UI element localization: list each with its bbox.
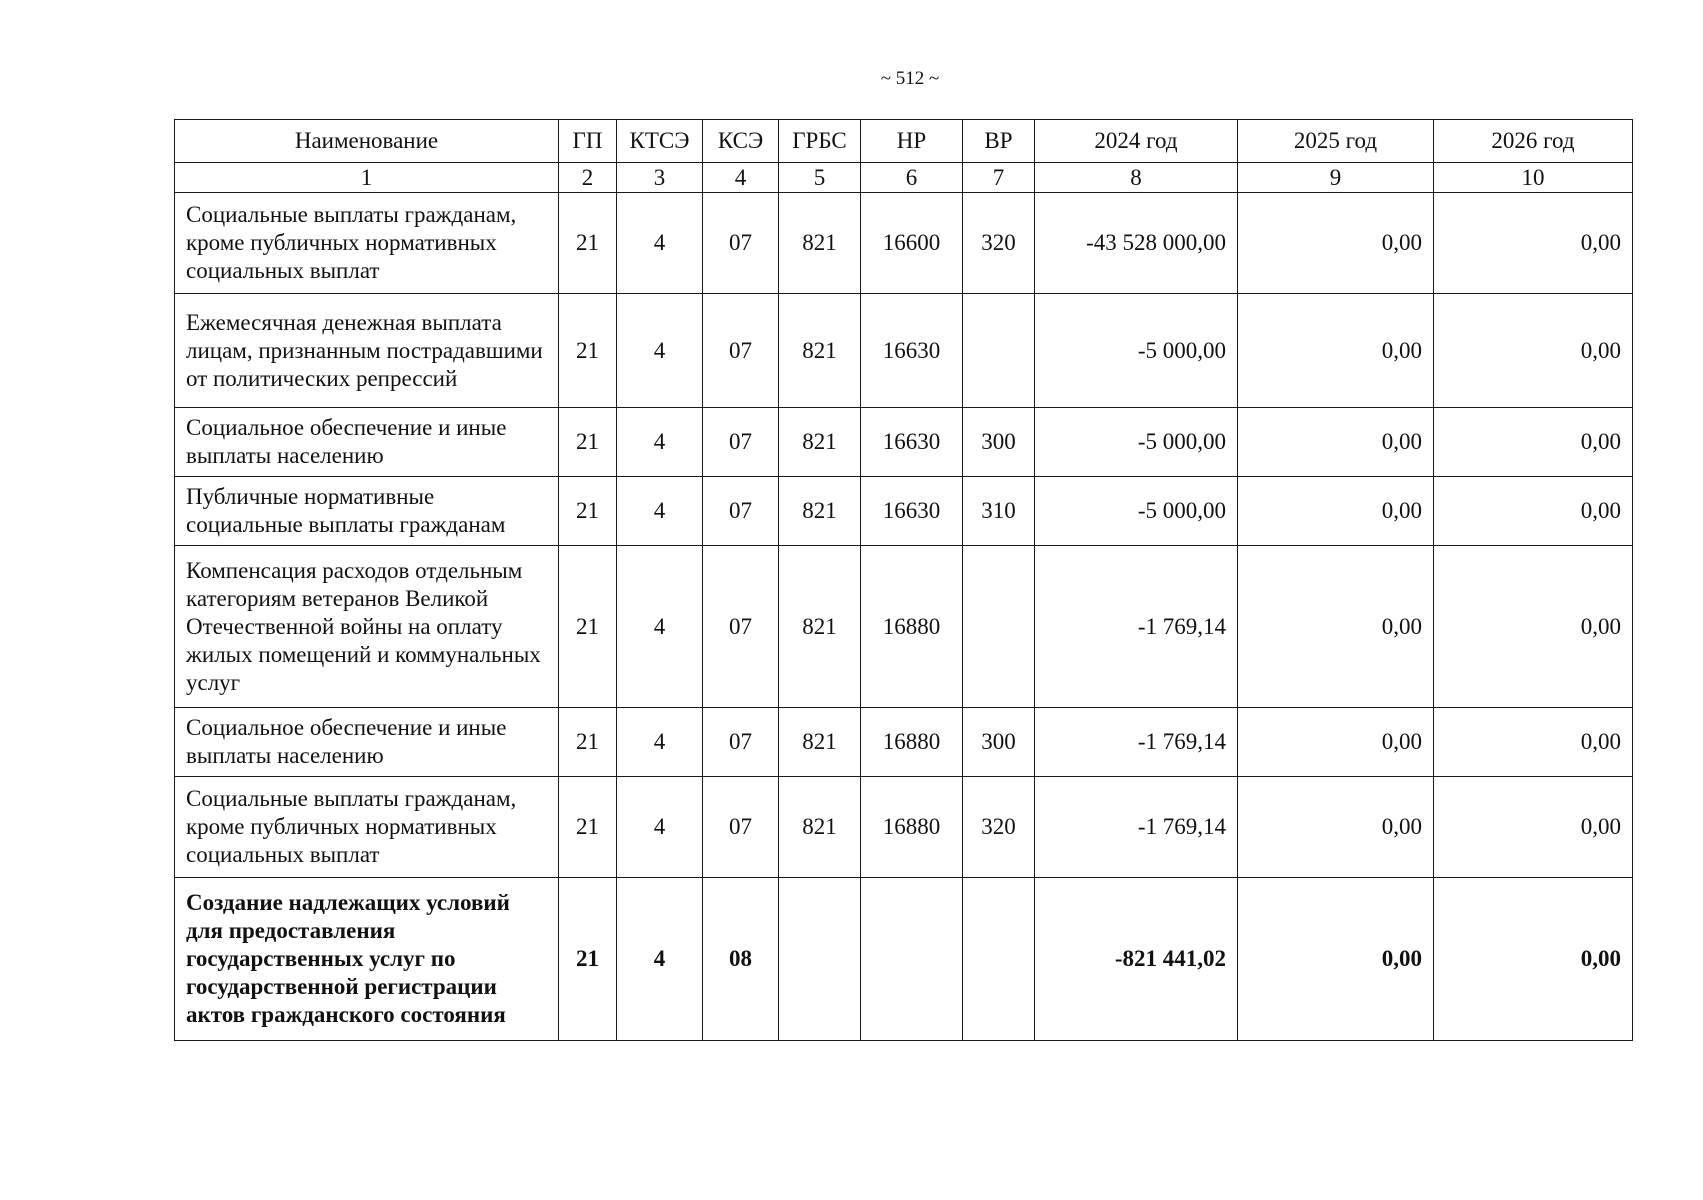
row-nr: 16880 — [861, 777, 963, 878]
row-vr: 300 — [963, 708, 1035, 777]
row-ktse: 4 — [617, 777, 703, 878]
row-2024: -821 441,02 — [1035, 878, 1238, 1041]
row-kse: 07 — [703, 777, 779, 878]
row-2024: -1 769,14 — [1035, 546, 1238, 708]
header-2025: 2025 год — [1238, 120, 1434, 163]
row-ktse: 4 — [617, 546, 703, 708]
column-number: 1 — [175, 163, 559, 193]
row-vr: 300 — [963, 408, 1035, 477]
table-row — [175, 477, 1633, 546]
row-2025: 0,00 — [1238, 708, 1434, 777]
table-row — [175, 777, 1633, 878]
row-grbs: 821 — [779, 777, 861, 878]
row-ktse: 4 — [617, 878, 703, 1041]
row-ktse: 4 — [617, 708, 703, 777]
column-number: 10 — [1434, 163, 1633, 193]
row-vr — [963, 546, 1035, 708]
row-vr: 320 — [963, 777, 1035, 878]
column-number: 8 — [1035, 163, 1238, 193]
header-name: Наименование — [175, 120, 559, 163]
row-2024: -1 769,14 — [1035, 708, 1238, 777]
header-ktse: КТСЭ — [617, 120, 703, 163]
header-2024: 2024 год — [1035, 120, 1238, 163]
header-gp: ГП — [559, 120, 617, 163]
column-number: 7 — [963, 163, 1035, 193]
row-2026: 0,00 — [1434, 408, 1633, 477]
row-gp: 21 — [559, 294, 617, 408]
table-row — [175, 878, 1633, 1041]
row-name: Социальные выплаты гражданам, кроме публичных нормативных социальных выплат — [175, 193, 559, 294]
row-2024: -1 769,14 — [1035, 777, 1238, 878]
row-kse: 07 — [703, 193, 779, 294]
row-ktse: 4 — [617, 408, 703, 477]
row-nr: 16600 — [861, 193, 963, 294]
row-grbs: 821 — [779, 477, 861, 546]
header-row — [175, 120, 1633, 163]
column-number: 9 — [1238, 163, 1434, 193]
row-name: Социальное обеспечение и иные выплаты населению — [175, 708, 559, 777]
row-grbs: 821 — [779, 408, 861, 477]
row-grbs: 821 — [779, 708, 861, 777]
row-2024: -5 000,00 — [1035, 408, 1238, 477]
row-kse: 07 — [703, 477, 779, 546]
row-2026: 0,00 — [1434, 777, 1633, 878]
row-2026: 0,00 — [1434, 708, 1633, 777]
row-vr: 310 — [963, 477, 1035, 546]
row-gp: 21 — [559, 193, 617, 294]
row-gp: 21 — [559, 708, 617, 777]
row-kse: 07 — [703, 294, 779, 408]
row-name: Социальное обеспечение и иные выплаты населению — [175, 408, 559, 477]
header-kse: КСЭ — [703, 120, 779, 163]
row-gp: 21 — [559, 408, 617, 477]
header-2026: 2026 год — [1434, 120, 1633, 163]
row-grbs — [779, 878, 861, 1041]
row-2025: 0,00 — [1238, 777, 1434, 878]
row-grbs: 821 — [779, 294, 861, 408]
row-2025: 0,00 — [1238, 193, 1434, 294]
budget-table — [174, 119, 1633, 1041]
row-2025: 0,00 — [1238, 294, 1434, 408]
header-nr: НР — [861, 120, 963, 163]
row-kse: 07 — [703, 408, 779, 477]
row-2024: -43 528 000,00 — [1035, 193, 1238, 294]
row-2026: 0,00 — [1434, 193, 1633, 294]
page-number: ~ 512 ~ — [880, 68, 940, 89]
row-2026: 0,00 — [1434, 878, 1633, 1041]
row-2025: 0,00 — [1238, 477, 1434, 546]
row-nr — [861, 878, 963, 1041]
row-nr: 16880 — [861, 708, 963, 777]
table-row — [175, 408, 1633, 477]
header-grbs: ГРБС — [779, 120, 861, 163]
row-ktse: 4 — [617, 477, 703, 546]
column-number: 6 — [861, 163, 963, 193]
row-gp: 21 — [559, 546, 617, 708]
column-number: 2 — [559, 163, 617, 193]
row-2026: 0,00 — [1434, 294, 1633, 408]
table-row — [175, 546, 1633, 708]
row-grbs: 821 — [779, 546, 861, 708]
row-nr: 16630 — [861, 408, 963, 477]
row-vr: 320 — [963, 193, 1035, 294]
column-number: 5 — [779, 163, 861, 193]
row-2024: -5 000,00 — [1035, 477, 1238, 546]
row-nr: 16630 — [861, 477, 963, 546]
header-vr: ВР — [963, 120, 1035, 163]
row-gp: 21 — [559, 477, 617, 546]
row-kse: 08 — [703, 878, 779, 1041]
row-kse: 07 — [703, 708, 779, 777]
column-number: 3 — [617, 163, 703, 193]
row-vr — [963, 294, 1035, 408]
row-name: Публичные нормативные социальные выплаты гражданам — [175, 477, 559, 546]
table-row — [175, 294, 1633, 408]
column-number-row — [175, 163, 1633, 193]
row-2025: 0,00 — [1238, 878, 1434, 1041]
row-vr — [963, 878, 1035, 1041]
row-nr: 16880 — [861, 546, 963, 708]
row-2026: 0,00 — [1434, 546, 1633, 708]
table-row — [175, 708, 1633, 777]
row-ktse: 4 — [617, 193, 703, 294]
row-name: Создание надлежащих условий для предоставления государственных услуг по государственной регистрации актов гражданского состояния — [175, 878, 559, 1041]
column-number: 4 — [703, 163, 779, 193]
row-2025: 0,00 — [1238, 408, 1434, 477]
row-ktse: 4 — [617, 294, 703, 408]
table-row — [175, 193, 1633, 294]
row-name: Компенсация расходов отдельным категориям ветеранов Великой Отечественной войны на оплату жилых помещений и коммунальных услуг — [175, 546, 559, 708]
row-nr: 16630 — [861, 294, 963, 408]
row-grbs: 821 — [779, 193, 861, 294]
row-kse: 07 — [703, 546, 779, 708]
row-name: Ежемесячная денежная выплата лицам, признанным пострадавшими от политических репрессий — [175, 294, 559, 408]
row-gp: 21 — [559, 878, 617, 1041]
row-gp: 21 — [559, 777, 617, 878]
row-name: Социальные выплаты гражданам, кроме публичных нормативных социальных выплат — [175, 777, 559, 878]
row-2026: 0,00 — [1434, 477, 1633, 546]
row-2024: -5 000,00 — [1035, 294, 1238, 408]
row-2025: 0,00 — [1238, 546, 1434, 708]
